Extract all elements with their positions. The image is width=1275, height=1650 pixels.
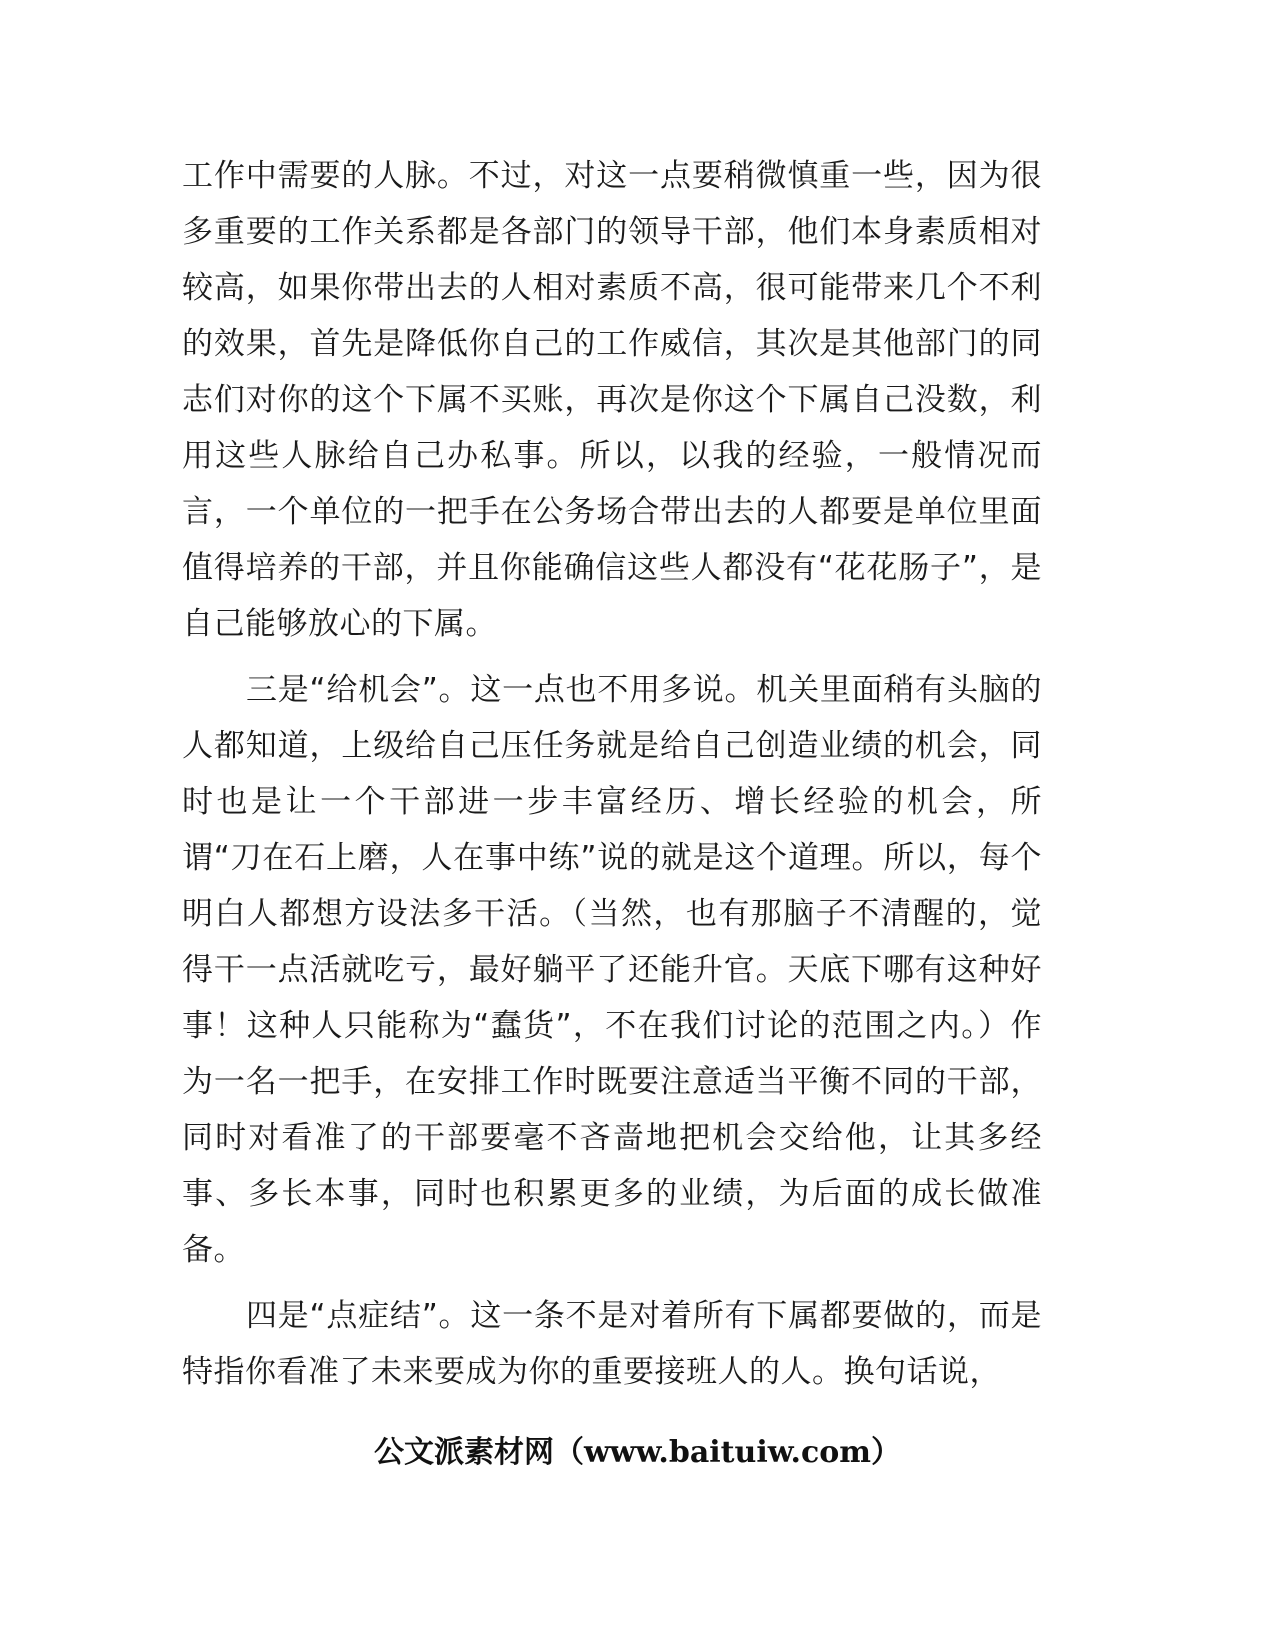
body-text — [182, 148, 1042, 1400]
paragraph-2: 三是“给机会”。这一点也不用多说。机关里面稍有头脑的人都知道，上级给自己压任务就是给自己创造业绩的机会，同时也是让一个干部进一步丰富经历、增长经验的机会，所谓“刀在石上磨，人在事中练”说的就是这个道理。所以，每个明白人都想方设法多干活。（当然，也有那脑子不清醒的，觉得干一点活就吃亏，最好躺平了还能升官。天底下哪有这种好事！这种人只能称为“蠢货”，不在我们讨论的范围之内。）作为一名一把手，在安排工作时既要注意适当平衡不同的干部，同时对看准了的干部要毫不吝啬地把机会交给他，让其多经事、多长本事，同时也积累更多的业绩，为后面的成长做准备。 — [182, 672, 1042, 1268]
paragraph-1: 工作中需要的人脉。不过，对这一点要稍微慎重一些，因为很多重要的工作关系都是各部门的领导干部，他们本身素质相对较高，如果你带出去的人相对素质不高，很可能带来几个不利的效果，首先是降低你自己的工作威信，其次是其他部门的同志们对你的这个下属不买账，再次是你这个下属自己没数，利用这些人脉给自己办私事。所以，以我的经验，一般情况而言，一个单位的一把手在公务场合带出去的人都要是单位里面值得培养的干部，并且你能确信这些人都没有“花花肠子”，是自己能够放心的下属。 — [182, 158, 1042, 642]
paragraph-3: 四是“点症结”。这一条不是对着所有下属都要做的，而是特指你看准了未来要成为你的重要接班人的人。换句话说， — [182, 1298, 1042, 1390]
footer-watermark: 公文派素材网（www.baituiw.com） — [373, 1435, 902, 1470]
